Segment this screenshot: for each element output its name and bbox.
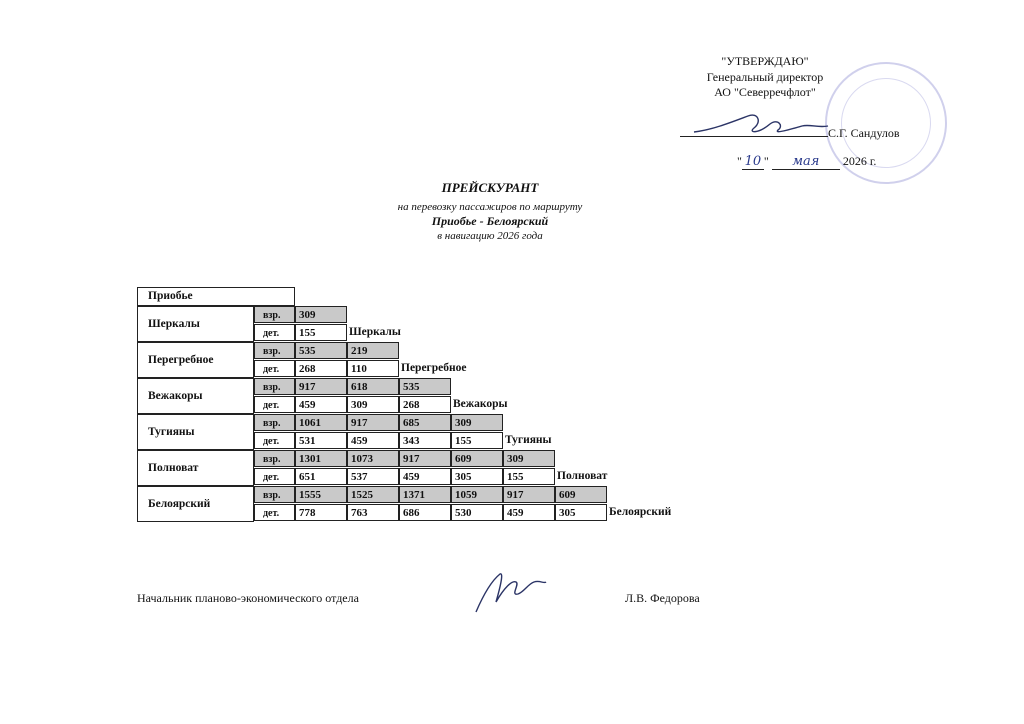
navigation-period: в навигацию 2026 года bbox=[437, 230, 543, 242]
company-name: АО "Северречфлот" bbox=[714, 85, 816, 99]
fare-cell-child: 155 bbox=[451, 432, 503, 449]
approve-label: "УТВЕРЖДАЮ" bbox=[721, 54, 809, 68]
fare-cell-adult: 609 bbox=[555, 486, 607, 503]
fare-cell-adult: 1371 bbox=[399, 486, 451, 503]
date-day: 10 bbox=[742, 155, 764, 170]
document-title: ПРЕЙСКУРАНТ bbox=[441, 180, 539, 195]
fare-type-adult: взр. bbox=[254, 450, 295, 467]
fare-type-child: дет. bbox=[254, 396, 295, 413]
column-stop-label: Белоярский bbox=[609, 506, 672, 518]
fare-cell-child: 305 bbox=[451, 468, 503, 485]
fare-cell-adult: 219 bbox=[347, 342, 399, 359]
column-stop-label: Перегребное bbox=[401, 362, 467, 374]
fare-cell-child: 651 bbox=[295, 468, 347, 485]
department-head-signature bbox=[470, 568, 550, 618]
fare-cell-child: 778 bbox=[295, 504, 347, 521]
fare-cell-adult: 1555 bbox=[295, 486, 347, 503]
stop-name: Полноват bbox=[137, 450, 254, 486]
fare-cell-child: 530 bbox=[451, 504, 503, 521]
fare-cell-adult: 309 bbox=[503, 450, 555, 467]
director-position: Генеральный директор bbox=[706, 70, 824, 84]
fare-type-adult: взр. bbox=[254, 486, 295, 503]
date-quote-close: " bbox=[763, 154, 769, 168]
approval-date bbox=[737, 154, 876, 170]
date-month: мая bbox=[772, 155, 840, 170]
fare-cell-adult: 1061 bbox=[295, 414, 347, 431]
department-head-name: Л.В. Федорова bbox=[625, 591, 700, 605]
fare-cell-adult: 1525 bbox=[347, 486, 399, 503]
date-year: 2026 г. bbox=[842, 154, 877, 168]
stop-name: Перегребное bbox=[137, 342, 254, 378]
fare-cell-child: 763 bbox=[347, 504, 399, 521]
fare-type-adult: взр. bbox=[254, 378, 295, 395]
fare-cell-child: 531 bbox=[295, 432, 347, 449]
title-block bbox=[250, 180, 730, 243]
fare-cell-child: 459 bbox=[295, 396, 347, 413]
department-head-title: Начальник планово-экономического отдела bbox=[137, 591, 359, 605]
stop-name: Шеркалы bbox=[137, 306, 254, 342]
fare-type-adult: взр. bbox=[254, 342, 295, 359]
date-quote-open: " bbox=[737, 154, 742, 168]
fare-cell-adult: 1059 bbox=[451, 486, 503, 503]
fare-cell-adult: 917 bbox=[503, 486, 555, 503]
route-name: Приобье - Белоярский bbox=[431, 214, 549, 228]
fare-cell-adult: 917 bbox=[399, 450, 451, 467]
fare-cell-child: 268 bbox=[399, 396, 451, 413]
document-subtitle: на перевозку пассажиров по маршруту bbox=[397, 201, 583, 213]
column-stop-label: Шеркалы bbox=[349, 326, 401, 338]
fare-type-adult: взр. bbox=[254, 306, 295, 323]
fare-type-child: дет. bbox=[254, 468, 295, 485]
fare-cell-child: 686 bbox=[399, 504, 451, 521]
director-name: С.Г. Сандулов bbox=[828, 126, 900, 140]
fare-cell-adult: 535 bbox=[295, 342, 347, 359]
stop-name: Тугияны bbox=[137, 414, 254, 450]
fare-cell-child: 309 bbox=[347, 396, 399, 413]
fare-cell-child: 459 bbox=[399, 468, 451, 485]
fare-matrix bbox=[137, 287, 717, 519]
fare-type-child: дет. bbox=[254, 432, 295, 449]
column-stop-label: Полноват bbox=[557, 470, 608, 482]
column-stop-label: Тугияны bbox=[505, 434, 552, 446]
fare-cell-adult: 309 bbox=[295, 306, 347, 323]
fare-cell-adult: 1301 bbox=[295, 450, 347, 467]
fare-cell-child: 459 bbox=[503, 504, 555, 521]
fare-cell-adult: 609 bbox=[451, 450, 503, 467]
fare-cell-child: 537 bbox=[347, 468, 399, 485]
fare-type-child: дет. bbox=[254, 504, 295, 521]
column-stop-label: Вежакоры bbox=[453, 398, 508, 410]
fare-cell-adult: 917 bbox=[347, 414, 399, 431]
fare-cell-adult: 535 bbox=[399, 378, 451, 395]
stop-name: Вежакоры bbox=[137, 378, 254, 414]
fare-cell-child: 459 bbox=[347, 432, 399, 449]
fare-type-adult: взр. bbox=[254, 414, 295, 431]
stop-name: Белоярский bbox=[137, 486, 254, 522]
fare-type-child: дет. bbox=[254, 324, 295, 341]
fare-cell-child: 110 bbox=[347, 360, 399, 377]
fare-cell-child: 268 bbox=[295, 360, 347, 377]
fare-type-child: дет. bbox=[254, 360, 295, 377]
fare-cell-adult: 1073 bbox=[347, 450, 399, 467]
fare-cell-child: 305 bbox=[555, 504, 607, 521]
fare-cell-child: 155 bbox=[503, 468, 555, 485]
director-signature bbox=[692, 108, 832, 140]
fare-cell-adult: 685 bbox=[399, 414, 451, 431]
origin-header: Приобье bbox=[137, 287, 295, 306]
fare-cell-child: 155 bbox=[295, 324, 347, 341]
fare-cell-adult: 917 bbox=[295, 378, 347, 395]
fare-cell-child: 343 bbox=[399, 432, 451, 449]
fare-cell-adult: 618 bbox=[347, 378, 399, 395]
fare-cell-adult: 309 bbox=[451, 414, 503, 431]
